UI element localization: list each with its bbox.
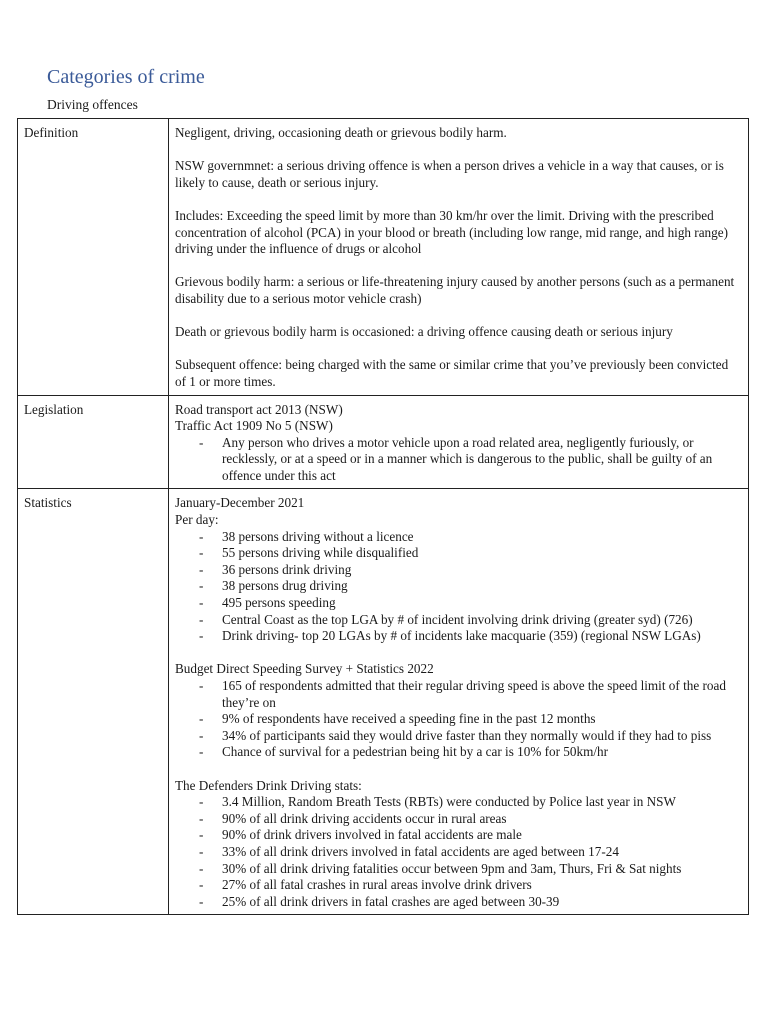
row-label-statistics: Statistics — [18, 489, 169, 915]
list-item: - 495 persons speeding — [175, 595, 742, 612]
list-item: - 9% of respondents have received a speeding fine in the past 12 months — [175, 711, 742, 728]
stats-group-2021 — [175, 495, 742, 644]
list-item: - 55 persons driving while disqualified — [175, 545, 742, 562]
list-item: - Any person who drives a motor vehicle upon a road related area, negligently furiously, or recklessly, or at a speed or in a manner which is dangerous to the public, shall be guilty of an offence under this act — [175, 435, 742, 485]
list-item: - 90% of all drink driving accidents occur in rural areas — [175, 811, 742, 828]
table-row-legislation — [18, 395, 749, 489]
list-item: - 38 persons drug driving — [175, 578, 742, 595]
list-item: - 25% of all drink drivers in fatal crashes are aged between 30-39 — [175, 894, 742, 911]
statistics-content — [169, 489, 749, 915]
list-item: - 38 persons driving without a licence — [175, 529, 742, 546]
stats-group-subheading: Per day: — [175, 512, 219, 528]
legislation-list — [175, 435, 742, 485]
stats-list — [175, 678, 742, 761]
legislation-line: Traffic Act 1909 No 5 (NSW) — [175, 418, 333, 434]
table-row-definition — [18, 119, 749, 396]
list-item: - Chance of survival for a pedestrian being hit by a car is 10% for 50km/hr — [175, 744, 742, 761]
stats-group-heading: Budget Direct Speeding Survey + Statistics 2022 — [175, 661, 434, 677]
legislation-line: Road transport act 2013 (NSW) — [175, 401, 343, 417]
definition-paragraph: Includes: Exceeding the speed limit by more than 30 km/hr over the limit. Driving with the prescribed concentration of alcohol (PCA) in your blood or breath (including low range, mid range, and high range) driving under the influence of drugs or alcohol — [175, 207, 728, 257]
list-item: - 33% of all drink drivers involved in fatal accidents are aged between 17-24 — [175, 844, 742, 861]
list-item: - 3.4 Million, Random Breath Tests (RBTs) were conducted by Police last year in NSW — [175, 794, 742, 811]
page-title: Categories of crime — [47, 66, 205, 88]
list-item: - Drink driving- top 20 LGAs by # of incidents lake macquarie (359) (regional NSW LGAs) — [175, 628, 742, 645]
list-item: - 36 persons drink driving — [175, 562, 742, 579]
legislation-content — [169, 395, 749, 489]
stats-group-budget-direct — [175, 661, 742, 761]
list-item: - 27% of all fatal crashes in rural areas involve drink drivers — [175, 877, 742, 894]
crime-table — [17, 118, 749, 915]
definition-paragraph: Grievous bodily harm: a serious or life-threatening injury caused by another persons (such as a permanent disability due to a serious motor vehicle crash) — [175, 274, 735, 306]
list-item: - 90% of drink drivers involved in fatal accidents are male — [175, 827, 742, 844]
stats-group-heading: The Defenders Drink Driving stats: — [175, 777, 362, 793]
stats-list — [175, 529, 742, 645]
list-item: - Central Coast as the top LGA by # of incident involving drink driving (greater syd) (726) — [175, 612, 742, 629]
stats-group-defenders — [175, 778, 742, 911]
table-row-statistics — [18, 489, 749, 915]
stats-group-heading: January-December 2021 — [175, 495, 305, 511]
row-label-legislation: Legislation — [18, 395, 169, 489]
row-label-definition: Definition — [18, 119, 169, 396]
definition-paragraph: Negligent, driving, occasioning death or grievous bodily harm. — [175, 125, 507, 140]
definition-paragraph: Subsequent offence: being charged with the same or similar crime that you’ve previously been convicted of 1 or more times. — [175, 357, 729, 389]
list-item: - 165 of respondents admitted that their regular driving speed is above the speed limit of the road they’re on — [175, 678, 742, 711]
definition-paragraph: Death or grievous bodily harm is occasioned: a driving offence causing death or serious injury — [175, 324, 673, 340]
definition-content — [169, 119, 749, 396]
stats-list — [175, 794, 742, 910]
definition-paragraph: NSW governmnet: a serious driving offence is when a person drives a vehicle in a way that causes, or is likely to cause, death or serious injury. — [175, 158, 724, 190]
list-item: - 34% of participants said they would drive faster than they normally would if they had to piss — [175, 728, 742, 745]
list-item: - 30% of all drink driving fatalities occur between 9pm and 3am, Thurs, Fri & Sat nights — [175, 861, 742, 878]
page-subtitle: Driving offences — [47, 97, 138, 112]
